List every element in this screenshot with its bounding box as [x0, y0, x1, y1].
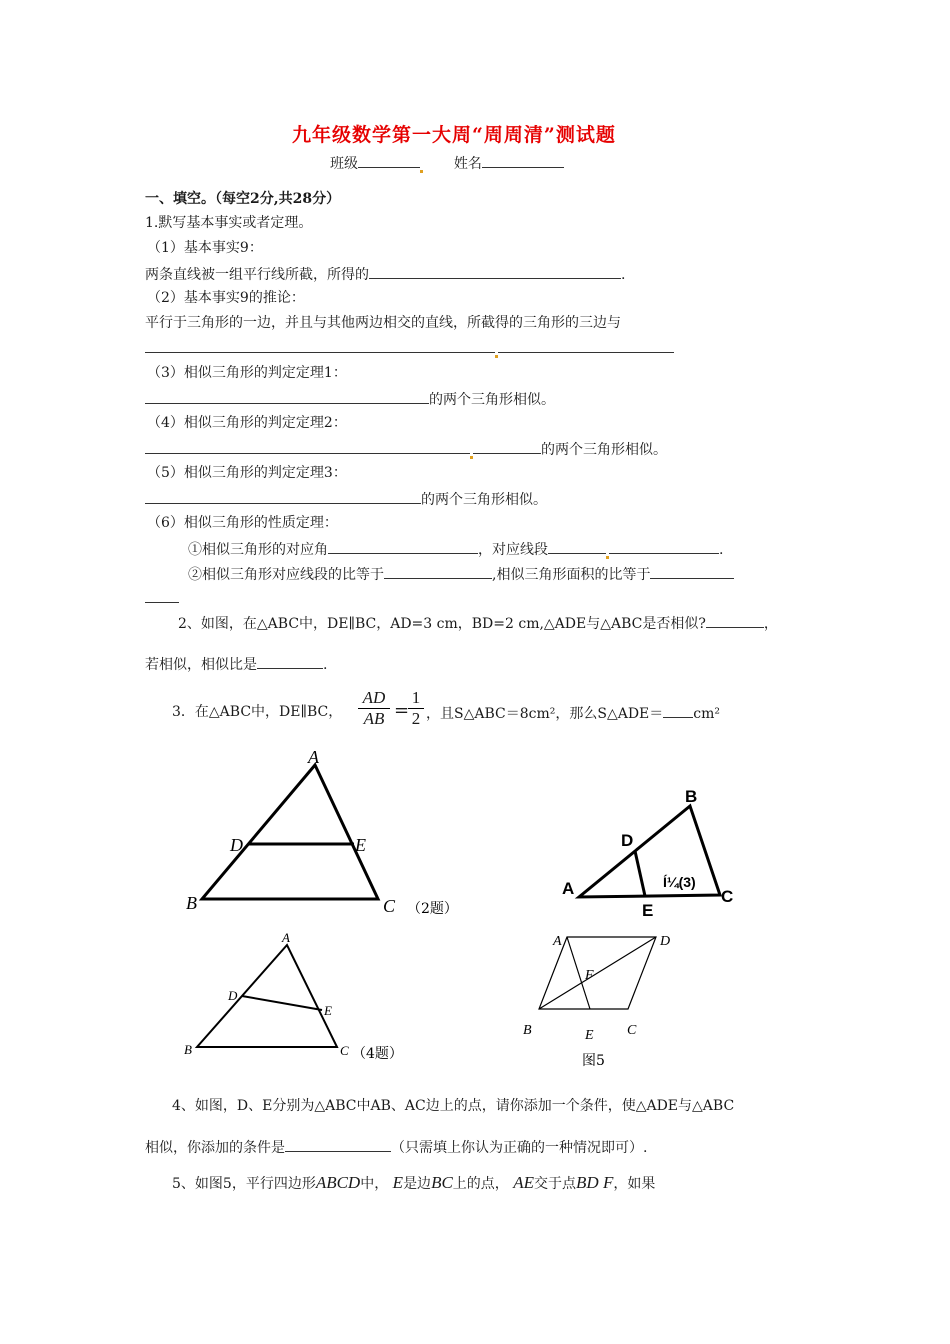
q1-4-blank[interactable] [145, 439, 470, 454]
label-e5: E [585, 1028, 594, 1043]
label-a4: A [282, 930, 290, 945]
frac-right-den: 2 [411, 709, 421, 728]
q1-6-b-blank2[interactable] [650, 564, 734, 579]
q1-5-tail: 的两个三角形相似。 [421, 492, 547, 508]
caption-q4: （4题） [352, 1046, 403, 1062]
q1-2-label: （2）基本事实9的推论： [147, 290, 305, 306]
label-c4: C [340, 1043, 349, 1058]
class-name-line [330, 153, 564, 173]
q1-4-line [145, 439, 667, 459]
q4-line2 [145, 1137, 647, 1157]
label-b3: B [685, 787, 698, 806]
q4-blank[interactable] [285, 1137, 391, 1152]
q3-mid-line [426, 703, 720, 723]
q1-6-b-cont [145, 588, 179, 608]
q5-t2: 中， [360, 1176, 389, 1192]
q1-6-a-line: ①相似三角形的对应角 ，对应线段 . [188, 539, 723, 559]
q1-text: 1.默写基本事实或者定理。 [145, 215, 313, 231]
q4-text2a: 相似，你添加的条件是 [145, 1140, 285, 1156]
caption-q2: （2题） [407, 901, 458, 917]
q1-6-b-blank2-cont[interactable] [145, 588, 179, 603]
q1-2-text: 平行于三角形的一边，并且与其他两边相交的直线，所截得的三角形的三边与 [145, 315, 621, 331]
q1-3-label: （3）相似三角形的判定定理1： [147, 365, 347, 381]
q1-5-label: （5）相似三角形的判定定理3： [147, 465, 347, 481]
label-d5: D [660, 934, 671, 949]
q2-line2: 若相似，相似比是 . [145, 654, 327, 674]
frac-left-num: AD [358, 688, 390, 709]
q5-m4: AE [513, 1173, 535, 1192]
frac-left-den: AB [363, 709, 385, 728]
q3-frac-right [408, 688, 424, 729]
label-d3: D [621, 831, 634, 850]
label-e3: E [642, 901, 654, 920]
q1-1-text: 两条直线被一组平行线所截，所得的 [145, 267, 369, 283]
q3-prefix: 3．在△ABC中，DE∥BC， [172, 704, 343, 720]
label-d4: D [228, 988, 238, 1003]
q5-t3: 是边 [403, 1176, 432, 1192]
q1-6-b1: ②相似三角形对应线段的比等于 [188, 567, 384, 583]
caption-q5: 图5 [582, 1053, 605, 1069]
q2-blank1[interactable] [706, 613, 764, 628]
q2-text: 2、如图，在△ABC中，DE∥BC，AD=3 cm，BD=2 cm,△ADE与△ABC是否相似? [178, 616, 706, 632]
caption-q3: Í¼(3) [663, 874, 696, 890]
q1-6-a1: ①相似三角形的对应角 [188, 542, 328, 558]
q2-text2: 若相似，相似比是 [145, 657, 257, 673]
q3-mid: ，且S△ABC＝8cm²，那么S△ADE＝ [426, 706, 664, 722]
q5-t5: 交于点 [534, 1176, 577, 1192]
q5-line1 [172, 1173, 655, 1194]
segment-de-q4 [242, 996, 322, 1010]
q5-m3: BC [431, 1173, 453, 1192]
figure-q2 [180, 745, 470, 920]
class-field[interactable] [358, 153, 420, 168]
q1-6-b2: ,相似三角形面积的比等于 [492, 567, 651, 583]
label-b: B [186, 893, 197, 913]
q1-2-blank-line [145, 338, 674, 358]
q4-line1: 4、如图，D、E分别为△ABC中AB、AC边上的点，请你添加一个条件，使△ADE与△ABC [172, 1098, 735, 1114]
q1-3-blank[interactable] [145, 389, 429, 404]
page-title: 九年级数学第一大周“周周清”测试题 [292, 124, 616, 146]
q3-equals: = [394, 700, 410, 721]
segment-de-q3 [635, 851, 645, 896]
q1-5-blank[interactable] [145, 489, 421, 504]
label-a5: A [553, 934, 562, 949]
q1-6-label: （6）相似三角形的性质定理： [147, 515, 338, 531]
q1-5-line [145, 489, 547, 509]
q1-1-label: （1）基本事实9： [147, 240, 263, 256]
triangle-abc-q3 [579, 806, 720, 897]
q1-4-label: （4）相似三角形的判定定理2： [147, 415, 347, 431]
label-c5: C [627, 1023, 637, 1038]
label-f5: F [585, 968, 594, 983]
section1-heading: 一、填空。（每空2分,共28分） [145, 191, 341, 207]
q3-frac-left [358, 688, 390, 729]
q1-3-tail: 的两个三角形相似。 [429, 392, 555, 408]
q3-unit: cm² [693, 706, 721, 722]
frac-right-num: 1 [408, 688, 424, 709]
label-a: A [308, 747, 319, 767]
label-e4: E [324, 1003, 332, 1018]
q5-m1: ABCD [315, 1173, 361, 1192]
q1-6-a-blank1[interactable] [328, 539, 478, 554]
q2-blank2[interactable] [257, 654, 323, 669]
q4-text2b: （只需填上你认为正确的一种情况即可）. [391, 1140, 648, 1156]
q1-6-b-blank1[interactable] [384, 564, 492, 579]
label-d: D [230, 835, 243, 855]
class-label: 班级 [330, 156, 358, 172]
q1-4-tail: 的两个三角形相似。 [541, 442, 667, 458]
name-label: 姓名 [453, 156, 482, 172]
q1-2-blank[interactable] [145, 338, 495, 353]
label-b5: B [523, 1023, 532, 1038]
figure-q5 [515, 925, 685, 1075]
q1-1-line: 两条直线被一组平行线所截，所得的 . [145, 264, 625, 284]
q1-6-b-line [188, 564, 734, 584]
triangle-abc-q4 [197, 945, 337, 1047]
q5-t1: 5、如图5，平行四边形 [172, 1176, 316, 1192]
label-c: C [383, 896, 396, 916]
label-e: E [355, 835, 366, 855]
triangle-abc-q2 [202, 765, 378, 899]
q1-1-blank[interactable] [369, 264, 621, 279]
q1-3-line [145, 389, 555, 409]
q5-m2: E [392, 1173, 404, 1192]
name-field[interactable] [482, 153, 564, 168]
q1-6-a2: ，对应线段 [478, 542, 548, 558]
q3-blank[interactable] [663, 703, 693, 718]
q1-6-a-blank2[interactable] [548, 539, 606, 554]
label-a3: A [562, 879, 575, 898]
label-b4: B [184, 1042, 192, 1057]
q5-t4: 上的点， [452, 1176, 509, 1192]
figure-q4 [180, 925, 420, 1070]
label-c3: C [721, 887, 734, 906]
q2-line1: 2、如图，在△ABC中，DE∥BC，AD=3 cm，BD=2 cm,△ADE与△ABC是否相似? ， [178, 613, 778, 633]
figure-q3 [555, 780, 745, 920]
q5-m5: BD F [576, 1173, 614, 1192]
q5-t6: ，如果 [613, 1176, 656, 1192]
